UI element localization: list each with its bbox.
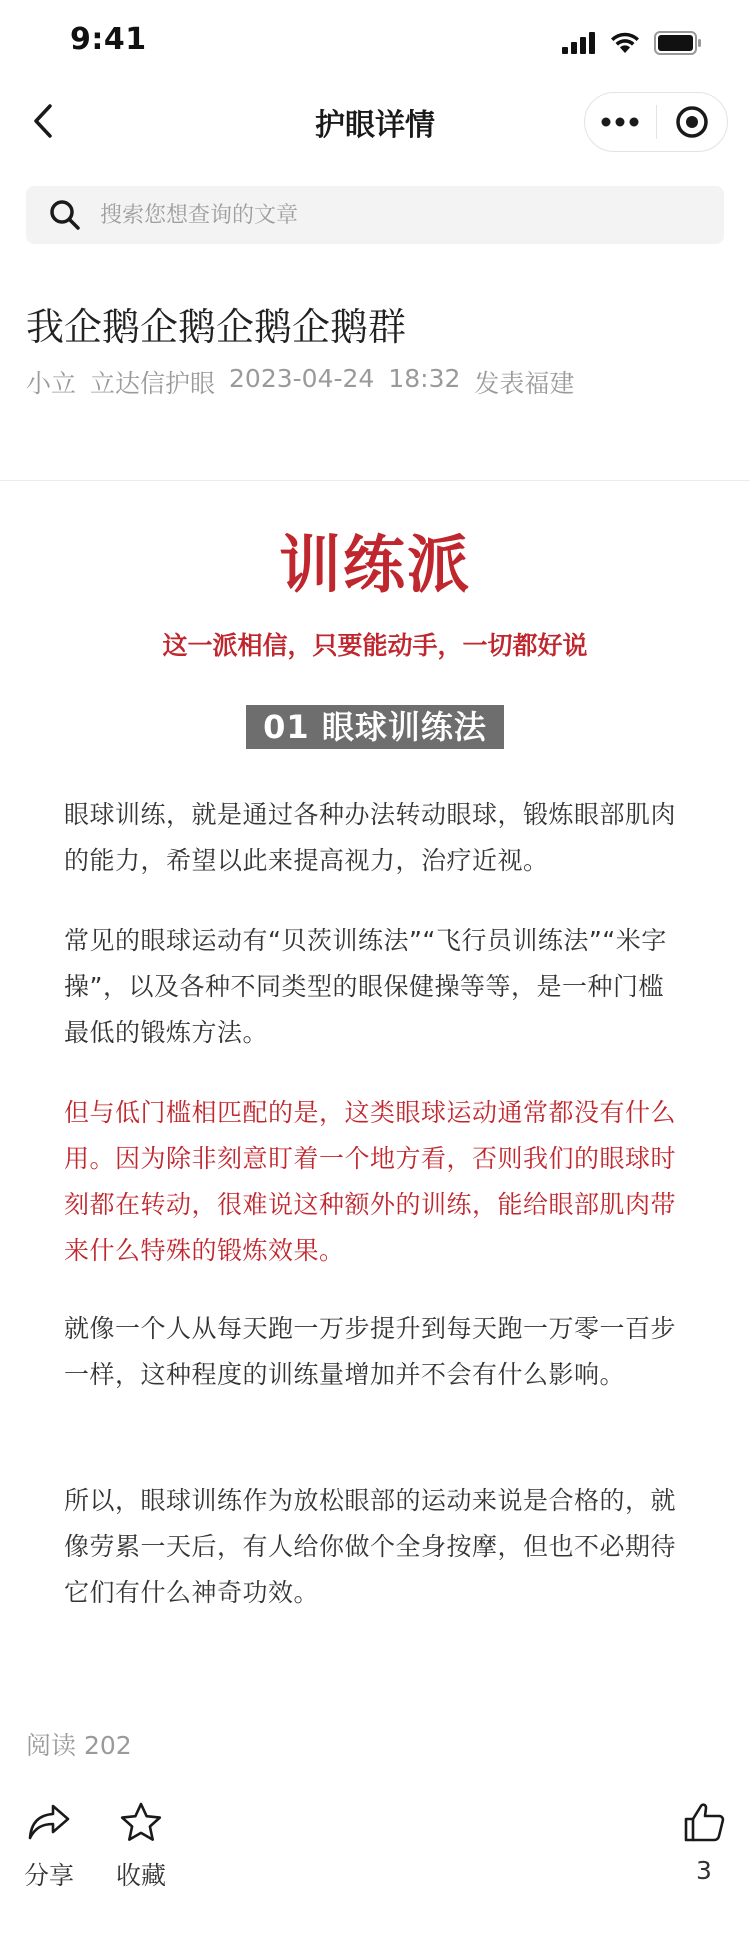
paragraph-5: 所以，眼球训练作为放松眼部的运动来说是合格的，就像劳累一天后，有人给你做个全身按摩，但也不必期待它们有什么神奇功效。 — [64, 1486, 677, 1607]
share-button[interactable] — [24, 1800, 74, 1892]
thumbs-up-icon — [682, 1800, 726, 1844]
target-circle-icon — [675, 105, 709, 139]
article-account[interactable]: 立达信护眼 — [90, 369, 216, 398]
section-label: 01 眼球训练法 — [246, 705, 504, 749]
battery-icon — [654, 31, 702, 55]
article-author[interactable]: 小立 — [26, 369, 77, 398]
status-icons — [562, 28, 702, 58]
content-subheading: 这一派相信，只要能动手，一切都好说 — [162, 631, 588, 660]
signal-icon — [562, 32, 596, 54]
page-title: 护眼详情 — [315, 108, 435, 143]
share-icon — [27, 1800, 71, 1844]
like-button[interactable] — [682, 1800, 726, 1885]
like-count: 3 — [696, 1856, 712, 1885]
article-title: 我企鹅企鹅企鹅企鹅群 — [26, 305, 407, 349]
favorite-button[interactable] — [116, 1800, 166, 1892]
share-label: 分享 — [24, 1861, 75, 1890]
content-heading: 训练派 — [278, 528, 471, 601]
mini-program-capsule — [584, 92, 728, 152]
more-dots-icon — [601, 117, 639, 127]
more-button[interactable] — [585, 93, 656, 151]
star-icon — [119, 1800, 163, 1844]
status-bar — [0, 0, 750, 84]
search-icon — [48, 198, 82, 232]
favorite-label: 收藏 — [116, 1861, 167, 1890]
nav-bar — [0, 84, 750, 160]
search-bar[interactable] — [26, 186, 724, 244]
paragraph-4: 就像一个人从每天跑一万步提升到每天跑一万零一百步一样，这种程度的训练量增加并不会有什么影响。 — [64, 1314, 677, 1389]
close-mini-program-button[interactable] — [657, 93, 728, 151]
paragraph-3-highlight: 但与低门槛相匹配的是，这类眼球运动通常都没有什么用。因为除非刻意盯着一个地方看，否则我们的眼球时刻都在转动，很难说这种额外的训练，能给眼部肌肉带来什么特殊的锻炼效果。 — [64, 1098, 677, 1265]
article-time: 18:32 — [388, 364, 461, 393]
paragraph-1: 眼球训练，就是通过各种办法转动眼球，锻炼眼部肌肉的能力，希望以此来提高视力，治疗近视。 — [64, 800, 677, 875]
search-input[interactable] — [98, 202, 702, 229]
article-meta — [26, 364, 574, 400]
article-date: 2023-04-24 — [229, 364, 375, 393]
header-divider — [0, 480, 750, 481]
wifi-icon — [610, 32, 640, 54]
read-count: 阅读 202 — [26, 1731, 132, 1760]
paragraph-2: 常见的眼球运动有“贝茨训练法”“飞行员训练法”“米字操”，以及各种不同类型的眼保健操等等，是一种门槛最低的锻炼方法。 — [64, 926, 667, 1047]
article-location: 发表福建 — [474, 369, 575, 398]
status-time: 9:41 — [70, 22, 147, 57]
